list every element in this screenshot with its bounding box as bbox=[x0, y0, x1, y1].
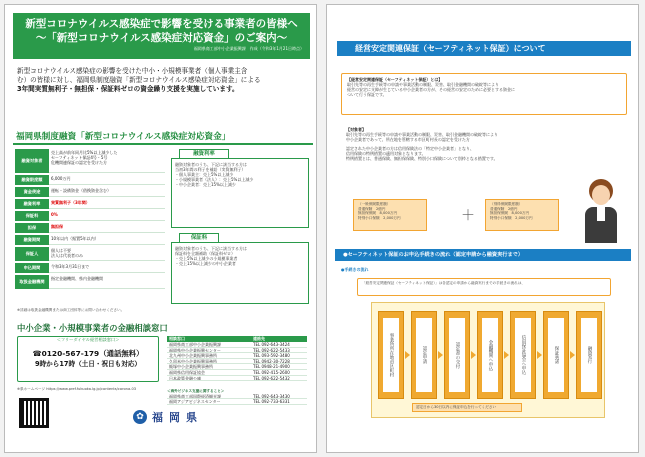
definition-title: 【経営安定関連保証（セーフティネット保証）とは】 bbox=[347, 77, 443, 82]
table-row bbox=[167, 399, 307, 405]
table-cell[interactable]: TEL 092-643-3430 bbox=[253, 393, 290, 399]
guarantee-box bbox=[171, 242, 309, 304]
staff-illustration bbox=[577, 177, 625, 243]
shirt-shape bbox=[597, 207, 605, 221]
target-line: 認定された中小企業者の方は信用保険法の「特定中小企業者」となり、 bbox=[346, 146, 474, 151]
guarantee-line: ・売上5%以上減少の小規模事業者 bbox=[175, 256, 238, 261]
table-cell[interactable]: TEL 092-622-5432 bbox=[253, 375, 290, 381]
table-cell[interactable]: TEL 0942-30-7228 bbox=[253, 358, 290, 364]
arrow-right-icon bbox=[471, 351, 476, 359]
row-period bbox=[15, 235, 165, 245]
definition-box bbox=[341, 73, 627, 115]
table-cell: 福岡県信用保証協会 bbox=[169, 369, 205, 375]
flow-step bbox=[444, 311, 470, 399]
face-shape bbox=[592, 185, 610, 205]
general-limit-box bbox=[353, 199, 427, 231]
intro bbox=[17, 67, 307, 95]
arrow-right-icon bbox=[504, 351, 509, 359]
flow-bar: ●セーフティネット保証のお申込手続きの流れ（認定申請から融資実行まで） bbox=[335, 249, 631, 261]
flow-step bbox=[543, 311, 569, 399]
row-value: 実質無利子（3年間） bbox=[51, 200, 90, 205]
banner-title-2: ～「新型コロナウイルス感染症対応資金」のご案内～ bbox=[35, 32, 288, 44]
arrow-right-icon bbox=[405, 351, 410, 359]
row-label: 保証料 bbox=[15, 211, 49, 221]
table-cell: 北九州中小企業振興事務所 bbox=[169, 353, 217, 358]
table-cell[interactable]: TEL 092-622-5433 bbox=[253, 347, 290, 353]
row-label: 融資期間 bbox=[15, 235, 49, 245]
flow-note: 認定日から30日以内に保証申込を行ってください bbox=[412, 403, 522, 412]
row-guarantor bbox=[15, 247, 165, 261]
consult-title: 中小企業・小規模事業者の金融相談窓口 bbox=[17, 323, 168, 333]
row-bank bbox=[15, 275, 165, 289]
row-label: 申込期間 bbox=[15, 263, 49, 273]
limit-line: 特別小口保険 2,000万円 bbox=[358, 215, 401, 220]
flow-step-label: 融資実行 bbox=[581, 318, 597, 392]
table-cell[interactable]: TEL 0948-21-4900 bbox=[253, 364, 290, 369]
left-page bbox=[4, 4, 317, 453]
table-cell: 久留米中小企業振興事務所 bbox=[169, 358, 217, 364]
separate-limit-box bbox=[485, 199, 559, 231]
table-cell: 福岡県商工部中小企業振興課 bbox=[169, 342, 221, 347]
row-value: 運転・設備資金（借換資金含む） bbox=[51, 188, 111, 193]
row-value: 個人は不要 bbox=[51, 248, 71, 253]
biz-table-title: ＜海外ビジネス支援に関すること＞ bbox=[167, 389, 225, 393]
row-value: 10年以内（据置5年以内） bbox=[51, 236, 99, 241]
table-cell: 福岡県商工部国際経済観光課 bbox=[169, 393, 221, 399]
definition-line: ついて行う保証です。 bbox=[347, 92, 387, 97]
flow-diagram bbox=[371, 302, 605, 418]
flow-step bbox=[510, 311, 536, 399]
row-label: 資金使途 bbox=[15, 187, 49, 197]
prefecture-emblem-icon: ✿ bbox=[133, 410, 147, 424]
url-note[interactable]: ※県ホームページ https://www.pref.fukuoka.lg.jp/contents/corona-03 bbox=[17, 387, 137, 391]
free-dial-label: ＜フリーダイヤル経営相談窓口＞ bbox=[56, 337, 120, 342]
flow-step bbox=[576, 311, 602, 399]
rate-line: ・中小企業者：売上15%以上減少 bbox=[175, 182, 236, 187]
limit-line: 普通保険 2億円 bbox=[490, 206, 518, 211]
limit-line: 特別小口保険 2,000万円 bbox=[490, 215, 533, 220]
row-label: 融資限度額 bbox=[15, 175, 49, 185]
consult-table bbox=[167, 336, 307, 381]
banner-sub: 福岡県商工部中小企業振興課 作成（令和3年1月21日時点） bbox=[193, 46, 304, 51]
table-cell[interactable]: TEL 092-643-3424 bbox=[253, 342, 290, 347]
table-header: 相談窓口 bbox=[169, 336, 185, 341]
table-header: 連絡先 bbox=[253, 336, 265, 341]
row-limit bbox=[15, 175, 165, 185]
target-line: 取引先等の再生手続等の申請や事業活動の制限、災害、取引金融機関の破綻等により bbox=[346, 132, 498, 137]
rate-line: ・小規模事業者（法人）：売上5%以上減少 bbox=[175, 177, 254, 182]
flow-desc-box bbox=[357, 278, 611, 296]
intro-line: 新型コロナウイルス感染症の影響を受けた中小・小規模事業者（個人事業主含 bbox=[17, 67, 248, 75]
intro-line: む）の皆様に対し、福岡県制度融資「新型コロナウイルス感染症対応資金」による bbox=[17, 76, 261, 85]
guarantee-line: ・売上15%以上減少の中小企業者 bbox=[175, 261, 236, 266]
flow-step-label: 事業所所在地市区町村 bbox=[383, 318, 399, 392]
table-cell: 福岡県中小企業振興センター bbox=[169, 347, 221, 353]
row-apply bbox=[15, 263, 165, 273]
limit-line: 無担保保険 8,000万円 bbox=[358, 211, 398, 216]
logo-text: 福岡県 bbox=[152, 411, 203, 424]
flow-step-label: 認定申請 bbox=[416, 318, 432, 392]
row-use bbox=[15, 187, 165, 197]
arrow-right-icon bbox=[438, 351, 443, 359]
flow-desc: 「経営安定関連保証（セーフティネット保証）」は各認定の申請から融資実行までの手続きの流れは、 bbox=[362, 281, 525, 285]
flow-step-label: 信用保証協会へ申込 bbox=[515, 318, 531, 392]
row-label: 保証人 bbox=[15, 247, 49, 261]
rate-box-title: 融資利率 bbox=[179, 149, 229, 159]
flow-step-label: 保証承諾 bbox=[548, 318, 564, 392]
limit-line: （別枠保険限度額） bbox=[490, 202, 523, 206]
guarantee-box-title: 保証料 bbox=[179, 233, 219, 243]
intro-line: 3年間実質無利子・無担保・保証料ゼロの資金繰り支援を実施しています。 bbox=[17, 85, 239, 94]
plus-sign: ＋ bbox=[461, 208, 475, 224]
limit-line: 普通保険 2億円 bbox=[358, 206, 386, 211]
guarantee-line: 保証料を全額補助（保証料ゼロ） bbox=[175, 251, 235, 256]
table-cell: 飯塚中小企業振興事務所 bbox=[169, 364, 213, 369]
row-value: 6,000万円 bbox=[51, 176, 71, 181]
banner-title-1: 新型コロナウイルス感染症で影響を受ける事業者の皆様へ bbox=[25, 18, 298, 30]
table-row bbox=[167, 376, 307, 382]
hours: 9時から17時（土日・祝日も対応） bbox=[34, 360, 142, 368]
limit-line: （一般保険限度額） bbox=[358, 202, 391, 206]
biz-table bbox=[167, 389, 307, 405]
row-value: 法人は代表者のみ bbox=[51, 253, 83, 258]
right-page bbox=[326, 4, 639, 453]
table-cell: 日本政策金融公庫 bbox=[169, 375, 201, 381]
rate-line: ・個人事業主：売上5%以上減少 bbox=[175, 172, 234, 177]
row-value: 令和3年3月31日まで bbox=[51, 264, 90, 269]
flow-step bbox=[411, 311, 437, 399]
row-value: 無担保 bbox=[51, 224, 63, 229]
flow-step-label: 認定書の交付 bbox=[449, 318, 465, 392]
table-cell[interactable]: TEL 092-415-2600 bbox=[253, 369, 290, 375]
phone-number[interactable]: ☎0120-567-179（通話無料） bbox=[32, 349, 144, 358]
banner bbox=[13, 13, 310, 59]
row-target bbox=[15, 149, 165, 173]
definition-line: 経営の安定に支障が生じている中小企業者の方が、その経営の安定のために必要とする資金に bbox=[347, 87, 515, 92]
fukuoka-logo bbox=[133, 409, 203, 425]
row-label: 担保 bbox=[15, 223, 49, 233]
target-title: 【対象者】 bbox=[346, 127, 366, 132]
table-cell[interactable]: TEL 092-733-6331 bbox=[253, 399, 290, 404]
flow-step bbox=[477, 311, 503, 399]
table-cell: 福岡アジアビジネスセンター bbox=[169, 399, 221, 404]
target-line: 特例措置とは、普通保険、無担保保険、特別小口保険について別枠となる措置です。 bbox=[346, 156, 498, 161]
row-value: 売上高が前年同月比5%以上減少した bbox=[51, 150, 118, 155]
row-collateral bbox=[15, 223, 165, 233]
rate-box bbox=[171, 158, 309, 228]
target-line: 信用保険の特例措置の適用対象となります。 bbox=[346, 151, 426, 156]
flow-step bbox=[378, 311, 404, 399]
qr-code[interactable] bbox=[19, 398, 49, 428]
rate-line: 当初3年間の利子を補給（実質無利子） bbox=[175, 167, 246, 172]
row-label: 取扱金融機関 bbox=[15, 275, 49, 289]
flow-step-label: 金融機関へ申込 bbox=[482, 318, 498, 392]
note: ※詳細は取扱金融機関または商工団体等にお問い合わせください。 bbox=[17, 308, 125, 312]
free-dial-box bbox=[17, 336, 159, 382]
definition-line: 取引先等の再生手続等の申請や事業活動の制限、災害、取引金融機関の破綻等により bbox=[347, 82, 499, 87]
guarantee-line: 融資対象者のうち、下記に該当する方は bbox=[175, 246, 247, 251]
arrow-right-icon bbox=[570, 351, 575, 359]
limit-line: 無担保保険 8,000万円 bbox=[490, 211, 530, 216]
row-rate bbox=[15, 199, 165, 209]
flow-sub: ●手続きの流れ bbox=[341, 267, 369, 272]
row-fee bbox=[15, 211, 165, 221]
row-label: 融資対象者 bbox=[15, 149, 49, 173]
target-line: 中小企業者であって、所在地を管轄する市区町村長の認定を受けた方 bbox=[346, 137, 470, 142]
row-value: 危機関連保証の認定を受けた方 bbox=[51, 160, 107, 165]
section-title: 福岡県制度融資「新型コロナウイルス感染症対応資金」 bbox=[13, 131, 313, 145]
row-value: 指定金融機関、県内金融機関 bbox=[51, 276, 103, 281]
table-cell[interactable]: TEL 093-592-3480 bbox=[253, 353, 290, 358]
row-label: 融資利率 bbox=[15, 199, 49, 209]
arrow-right-icon bbox=[537, 351, 542, 359]
row-value: 0% bbox=[51, 212, 58, 217]
target-section bbox=[341, 125, 627, 163]
rate-line: 融資対象者のうち、下記に該当する方は bbox=[175, 162, 247, 167]
row-value: セーフティネット保証4号・5号 bbox=[51, 155, 108, 160]
right-title: 経営安定関連保証（セーフティネット保証）について bbox=[337, 41, 631, 56]
